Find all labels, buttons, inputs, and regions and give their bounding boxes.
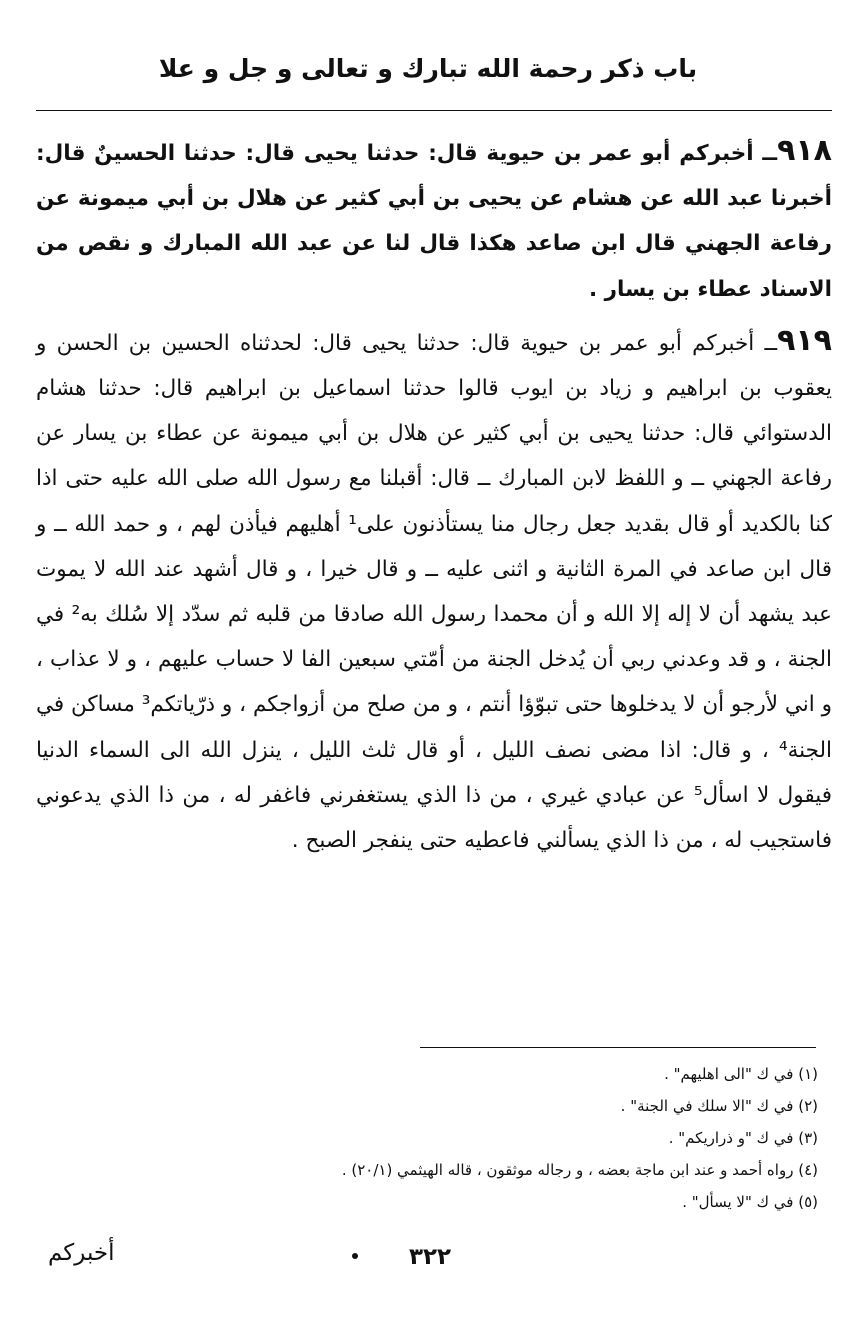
footnote: (١) في ك "الى اهليهم" . [664, 1065, 818, 1083]
footnote-rule [420, 1047, 816, 1048]
footnotes [36, 1058, 818, 1218]
hadith-number: ٩١٩ [777, 322, 832, 358]
printer-dot [352, 1253, 358, 1259]
hadith-918 [36, 128, 832, 312]
running-header: باب ذكر رحمة الله تبارك و تعالى و جل و علا [158, 54, 698, 83]
hadith-919 [36, 318, 832, 863]
header-rule [36, 110, 832, 111]
hadith-number: ٩١٨ [777, 133, 832, 168]
footnote: (٤) رواه أحمد و عند ابن ماجة بعضه ، و رجاله موثقون ، قاله الهيثمي (٢٠/١) . [341, 1161, 818, 1179]
catchword: أخبركم [48, 1240, 115, 1266]
hadith-text: ــ أخبركم أبو عمر بن حيوية قال: حدثنا يحيى قال: حدثنا الحسينٌ قال: أخبرنا عبد الله عن هشام عن يحيى بن أبي كثير عن هلال بن أبي ميمونة عن رفاعة الجهني قال ابن صاعد هكذا قال لنا عن عبد الله المبارك و نقص من الاسناد عطاء بن يسار . [36, 141, 832, 302]
hadith-text: ــ أخبركم أبو عمر بن حيوية قال: حدثنا يحيى قال: لحدثناه الحسين بن الحسن و يعقوب بن ابراهيم و زياد بن ايوب قالوا حدثنا اسماعيل بن ابراهيم قال: حدثنا هشام الدستوائي قال: حدثنا يحيى بن أبي كثير عن هلال بن أبي ميمونة عن عطاء بن يسار عن رفاعة الجهني ــ و اللفظ لابن المبارك ــ قال: أقبلنا مع رسول الله صلى الله عليه حتى اذا كنا بالكديد أو قال بقديد جعل رجال منا يستأذنون على¹ أهليهم فيأذن لهم ، و حمد الله ــ و قال ابن صاعد في المرة الثانية و اثنى عليه ــ و قال خيرا ، و قال أشهد عند الله لا يموت عبد يشهد أن لا إله إلا الله و أن محمدا رسول الله صادقا من قلبه ثم سدّد إلا سُلك به² في الجنة ، و قد وعدني ربي أن يُدخل الجنة من أمّتي سبعين الفا لا حساب عليهم ، و لا عذاب ، و اني لأرجو أن لا يدخلوها حتى تبوّؤا أنتم ، و من صلح من أزواجكم ، و ذرّياتكم³ مساكن في الجنة⁴ ، و قال: اذا مضى نصف الليل ، أو قال ثلث الليل ، ينزل الله الى السماء الدنيا فيقول لا اسأل⁵ عن عبادي غيري ، من ذا الذي يستغفرني فاغفر له ، من ذا الذي يدعوني فاستجيب له ، من ذا الذي يسألني فاعطيه حتى ينفجر الصبح . [36, 330, 832, 854]
page-number: ٣٢٢ [408, 1244, 452, 1270]
footnote: (٣) في ك "و ذراريكم" . [668, 1129, 818, 1147]
footnote: (٢) في ك "الا سلك في الجنة" . [620, 1097, 818, 1115]
main-text [36, 128, 832, 869]
footnote: (٥) في ك "لا يسأل" . [682, 1193, 818, 1211]
